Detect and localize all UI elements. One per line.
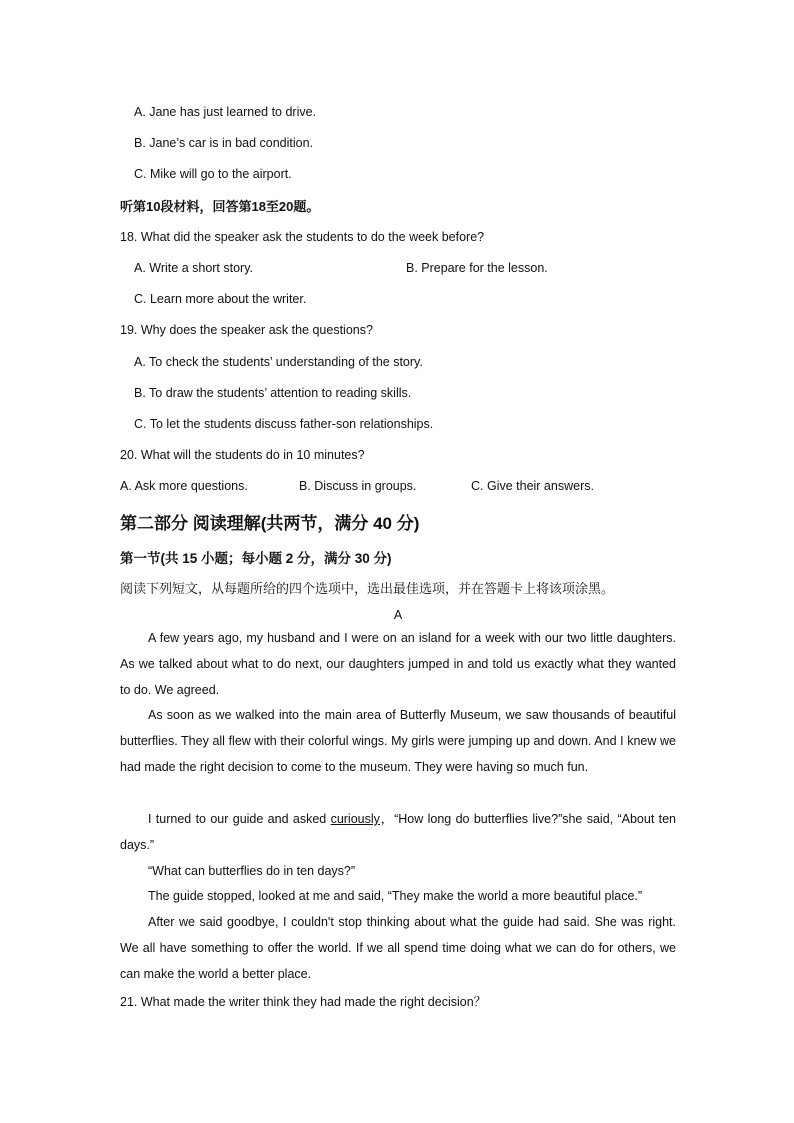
passage-paragraph-4: “What can butterflies do in ten days?” <box>148 864 356 878</box>
q19-option-c: C. To let the students discuss father-son relationships. <box>134 417 434 431</box>
q19-option-a: A. To check the students’ understanding of the story. <box>134 355 423 369</box>
passage-paragraph-3 <box>120 807 676 859</box>
section10-instruction: 听第10段材料，回答第18至20题。 <box>120 199 320 214</box>
q18-stem: 18. What did the speaker ask the students to do the week before? <box>120 230 485 244</box>
passage-paragraph-2: As soon as we walked into the main area of Butterfly Museum, we saw thousands of beautiful butterflies. They all flew with their colorful wings. My girls were jumping up and down. And I knew we had made the right decision to come to the museum. They were having so much fun. <box>120 708 676 774</box>
q19-stem: 19. Why does the speaker ask the questions? <box>120 323 373 337</box>
q17-option-a: A. Jane has just learned to drive. <box>134 105 317 119</box>
passage-label: A <box>393 608 403 622</box>
q17-option-b: B. Jane’s car is in bad condition. <box>134 136 314 150</box>
passage-paragraph-1: A few years ago, my husband and I were on an island for a week with our two little daughters. As we talked about what to do next, our daughters jumped in and told us exactly what they wanted to do. We agreed. <box>120 631 676 697</box>
q18-option-b: B. Prepare for the lesson. <box>406 261 548 275</box>
passage-paragraph-6: After we said goodbye, I couldn't stop thinking about what the guide had said. She was right. We all have something to offer the world. If we all spend time doing what we can do for others, we can make the world a better place. <box>120 915 676 981</box>
q17-option-c: C. Mike will go to the airport. <box>134 167 292 181</box>
q18-option-a: A. Write a short story. <box>134 261 254 275</box>
q20-stem: 20. What will the students do in 10 minutes? <box>120 448 365 462</box>
p3-text-before: I turned to our guide and asked <box>148 812 331 826</box>
part2-heading: 第二部分 阅读理解(共两节，满分 40 分) <box>120 514 420 533</box>
q20-option-b: B. Discuss in groups. <box>299 479 417 493</box>
q18-option-c: C. Learn more about the writer. <box>134 292 307 306</box>
p3-text-after: ，“How long do butterflies live?”she said, “About ten days.” <box>120 812 677 852</box>
section1-heading: 第一节(共 15 小题；每小题 2 分，满分 30 分) <box>120 551 392 566</box>
q19-option-b: B. To draw the students’ attention to reading skills. <box>134 386 412 400</box>
q20-option-a: A. Ask more questions. <box>120 479 248 493</box>
underlined-word-curiously: curiously <box>330 812 380 826</box>
q20-option-c: C. Give their answers. <box>471 479 594 493</box>
reading-instruction: 阅读下列短文，从每题所给的四个选项中，选出最佳选项，并在答题卡上将该项涂黑。 <box>120 581 615 596</box>
q21-stem: 21. What made the writer think they had made the right decision？ <box>120 995 487 1009</box>
passage-paragraph-5: The guide stopped, looked at me and said, “They make the world a more beautiful place.” <box>148 889 643 903</box>
